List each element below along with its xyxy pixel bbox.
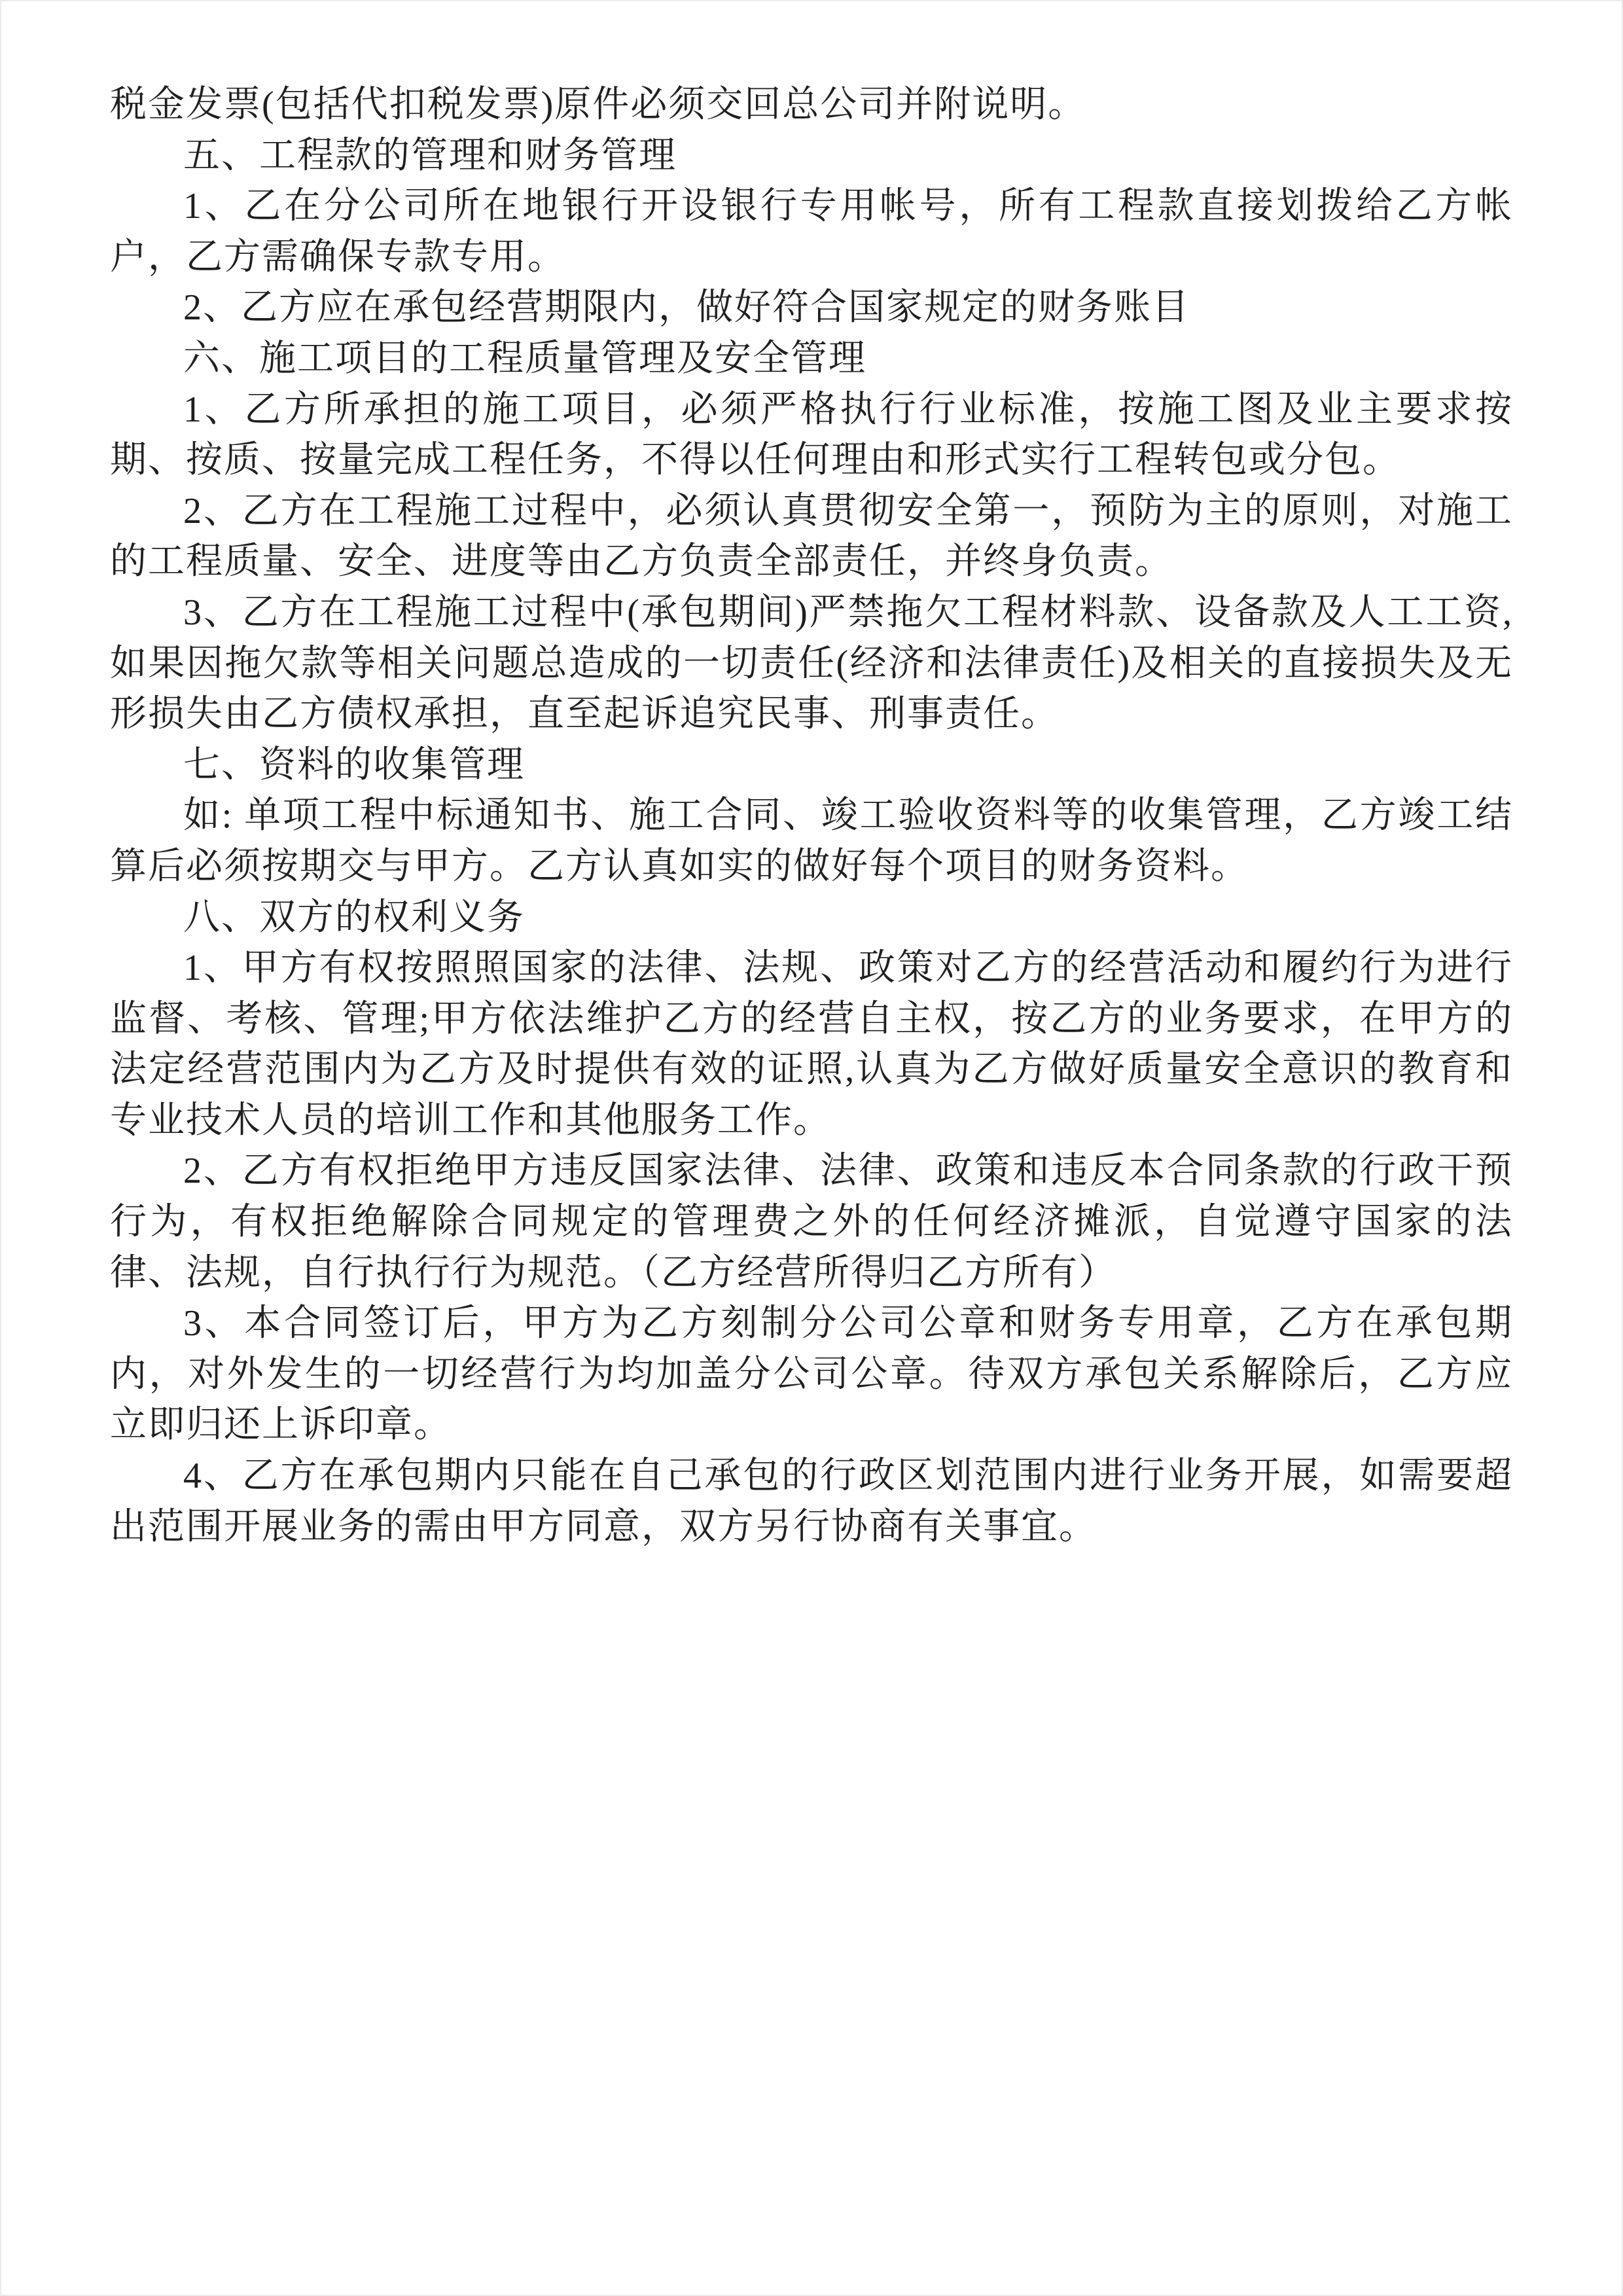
paragraph: 2、乙方在工程施工过程中，必须认真贯彻安全第一，预防为主的原则，对施工的工程质量、安全、进度等由乙方负责全部责任，并终身负责。 (110, 490, 1513, 583)
paragraph: 税金发票(包括代扣税发票)原件必须交回总公司并附说明。 (110, 84, 1086, 125)
paragraph: 3、本合同签订后，甲方为乙方刻制分公司公章和财务专用章，乙方在承包期内，对外发生的一切经营行为均加盖分公司公章。待双方承包关系解除后，乙方应立即归还上诉印章。 (110, 1303, 1513, 1446)
paragraph: 1、甲方有权按照照国家的法律、法规、政策对乙方的经营活动和履约行为进行监督、考核、管理;甲方依法维护乙方的经营自主权，按乙方的业务要求，在甲方的法定经营范围内为乙方及时提供有效的证照,认真为乙方做好质量安全意识的教育和专业技术人员的培训工作和其他服务工作。 (110, 948, 1513, 1141)
paragraph: 六、施工项目的工程质量管理及安全管理 (183, 338, 866, 379)
paragraph: 八、双方的权利义务 (183, 897, 525, 938)
paragraph: 3、乙方在工程施工过程中(承包期间)严禁拖欠工程材料款、设备款及人工工资,如果因拖欠款等相关问题总造成的一切责任(经济和法律责任)及相关的直接损失及无形损失由乙方债权承担，直至起诉追究民事、刑事责任。 (110, 592, 1513, 735)
paragraph: 1、乙在分公司所在地银行开设银行专用帐号，所有工程款直接划拨给乙方帐户，乙方需确保专款专用。 (110, 186, 1513, 278)
paragraph: 4、乙方在承包期内只能在自己承包的行政区划范围内进行业务开展，如需要超出范围开展业务的需由甲方同意，双方另行协商有关事宜。 (110, 1456, 1513, 1547)
paragraph: 2、乙方应在承包经营期限内，做好符合国家规定的财务账目 (183, 287, 1190, 329)
paragraph: 1、乙方所承担的施工项目，必须严格执行行业标准，按施工图及业主要求按期、按质、按量完成工程任务，不得以任何理由和形式实行工程转包或分包。 (110, 389, 1513, 481)
paragraph: 七、资料的收集管理 (183, 744, 525, 785)
paragraph: 如: 单项工程中标通知书、施工合同、竣工验收资料等的收集管理，乙方竣工结算后必须按期交与甲方。乙方认真如实的做好每个项目的财务资料。 (110, 795, 1513, 887)
paragraph: 五、工程款的管理和财务管理 (183, 135, 677, 176)
document-body (110, 80, 1513, 1552)
paragraph: 2、乙方有权拒绝甲方违反国家法律、法律、政策和违反本合同条款的行政干预行为，有权拒绝解除合同规定的管理费之外的任何经济摊派，自觉遵守国家的法律、法规，自行执行行为规范。（乙方经营所得归乙方所有） (110, 1151, 1513, 1293)
